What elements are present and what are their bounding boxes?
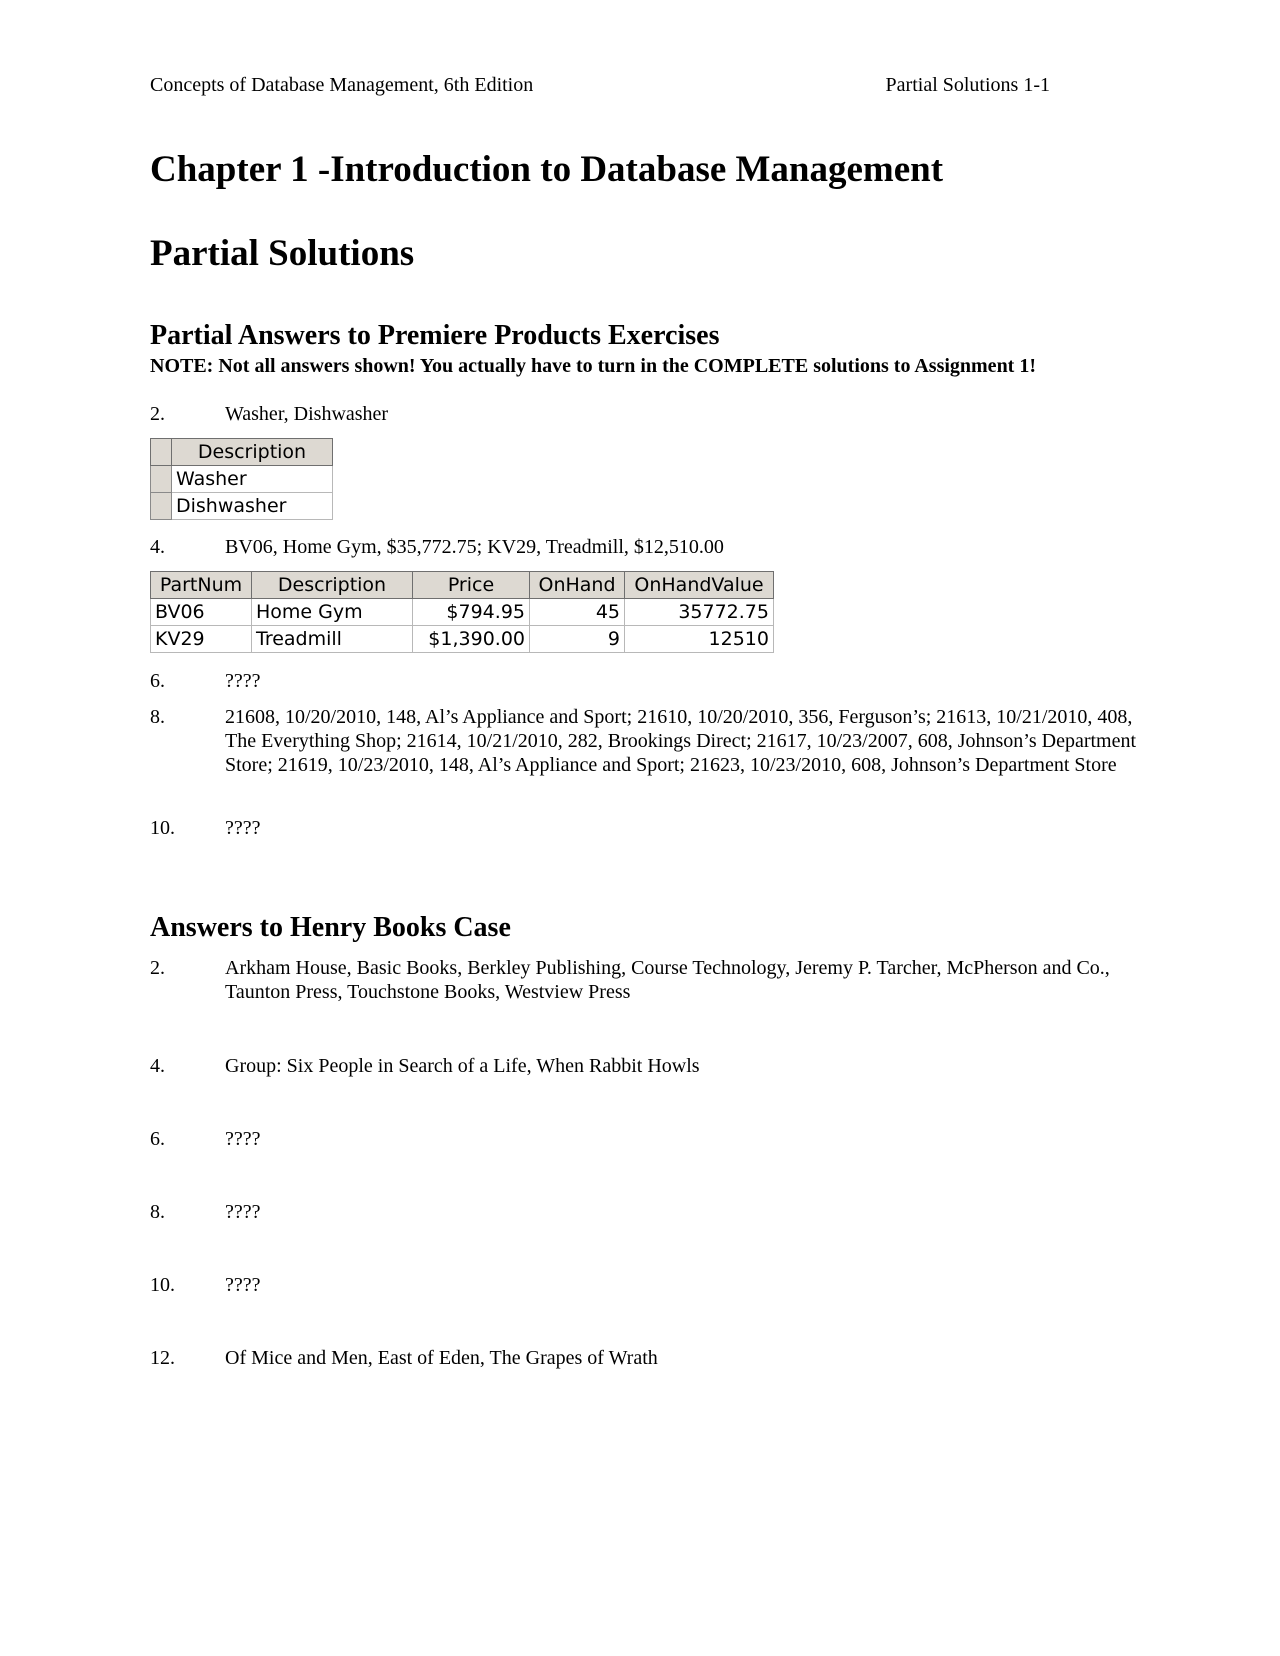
henry-item-12 [150, 1346, 1160, 1370]
column-header-partnum: PartNum [151, 572, 252, 599]
onhand-cell: 9 [530, 626, 625, 653]
row-selector[interactable] [151, 493, 172, 520]
item-answer: 21608, 10/20/2010, 148, Al’s Appliance and Sport; 21610, 10/20/2010, 356, Ferguson’s; 21613, 10/21/2010, 408, The Everything Shop; 21614, 10/21/2010, 282, Brookings Direct; 21617, 10/23/2007, 608, Johnson’s Department Store; 21619, 10/23/2010, 148, Al’s Appliance and Sport; 21623, 10/23/2010, 608, Johnson’s Department Store [225, 706, 1137, 776]
table-row [151, 466, 333, 493]
partnum-cell: BV06 [151, 599, 252, 626]
column-header-onhandvalue: OnHandValue [625, 572, 774, 599]
description-query-result [150, 438, 333, 520]
column-header-description: Description [252, 572, 413, 599]
price-cell: $794.95 [413, 599, 530, 626]
premiere-item-8 [150, 705, 1160, 777]
partial-solutions-title: Partial Solutions [150, 233, 415, 274]
henry-section-heading: Answers to Henry Books Case [150, 912, 511, 943]
onhand-cell: 45 [530, 599, 625, 626]
item-number: 6. [150, 1128, 165, 1150]
item-answer: ???? [225, 1201, 261, 1223]
item-answer: ???? [225, 1128, 261, 1150]
item-number: 12. [150, 1347, 175, 1369]
header-book-title: Concepts of Database Management, 6th Edition [150, 74, 534, 96]
chapter-title: Chapter 1 -Introduction to Database Management [150, 149, 944, 190]
item-answer: Group: Six People in Search of a Life, When Rabbit Howls [225, 1055, 700, 1077]
column-header-onhand: OnHand [530, 572, 625, 599]
header-page-label: Partial Solutions 1-1 [885, 74, 1050, 96]
item-number: 10. [150, 1274, 175, 1296]
item-number: 8. [150, 706, 165, 728]
premiere-item-10 [150, 816, 1160, 840]
premiere-item-4 [150, 535, 1160, 559]
item-answer: ???? [225, 817, 261, 839]
onhandvalue-cell: 35772.75 [625, 599, 774, 626]
item-number: 4. [150, 1055, 165, 1077]
row-selector[interactable] [151, 466, 172, 493]
description-cell: Treadmill [252, 626, 413, 653]
description-cell: Washer [172, 466, 333, 493]
item-number: 2. [150, 403, 165, 425]
onhandvalue-cell: 12510 [625, 626, 774, 653]
table-row [151, 493, 333, 520]
item-number: 6. [150, 670, 165, 692]
premiere-section-heading: Partial Answers to Premiere Products Exercises [150, 320, 720, 351]
table-row [151, 599, 774, 626]
premiere-item-2 [150, 402, 1160, 426]
item-answer: BV06, Home Gym, $35,772.75; KV29, Treadmill, $12,510.00 [225, 536, 724, 558]
column-header-price: Price [413, 572, 530, 599]
henry-item-8 [150, 1200, 1160, 1224]
item-answer: Of Mice and Men, East of Eden, The Grapes of Wrath [225, 1347, 658, 1369]
item-number: 4. [150, 536, 165, 558]
row-selector-header [151, 439, 172, 466]
item-answer: ???? [225, 670, 261, 692]
description-cell: Home Gym [252, 599, 413, 626]
partnum-cell: KV29 [151, 626, 252, 653]
item-number: 8. [150, 1201, 165, 1223]
item-answer: Washer, Dishwasher [225, 403, 389, 425]
item-number: 2. [150, 957, 165, 979]
item-answer: ???? [225, 1274, 261, 1296]
assignment-note: NOTE: Not all answers shown! You actually have to turn in the COMPLETE solutions to Assignment 1! [150, 355, 1037, 377]
description-cell: Dishwasher [172, 493, 333, 520]
item-answer: Arkham House, Basic Books, Berkley Publishing, Course Technology, Jeremy P. Tarcher, McPherson and Co., Taunton Press, Touchstone Books, Westview Press [225, 957, 1110, 1003]
item-number: 10. [150, 817, 175, 839]
premiere-item-6 [150, 669, 1160, 693]
henry-item-10 [150, 1273, 1160, 1297]
table-row [151, 626, 774, 653]
henry-item-2 [150, 956, 1160, 1004]
running-header [150, 74, 1050, 97]
column-header-description: Description [172, 439, 333, 466]
henry-item-6 [150, 1127, 1160, 1151]
price-cell: $1,390.00 [413, 626, 530, 653]
parts-query-result [150, 571, 774, 653]
henry-item-4 [150, 1054, 1160, 1078]
